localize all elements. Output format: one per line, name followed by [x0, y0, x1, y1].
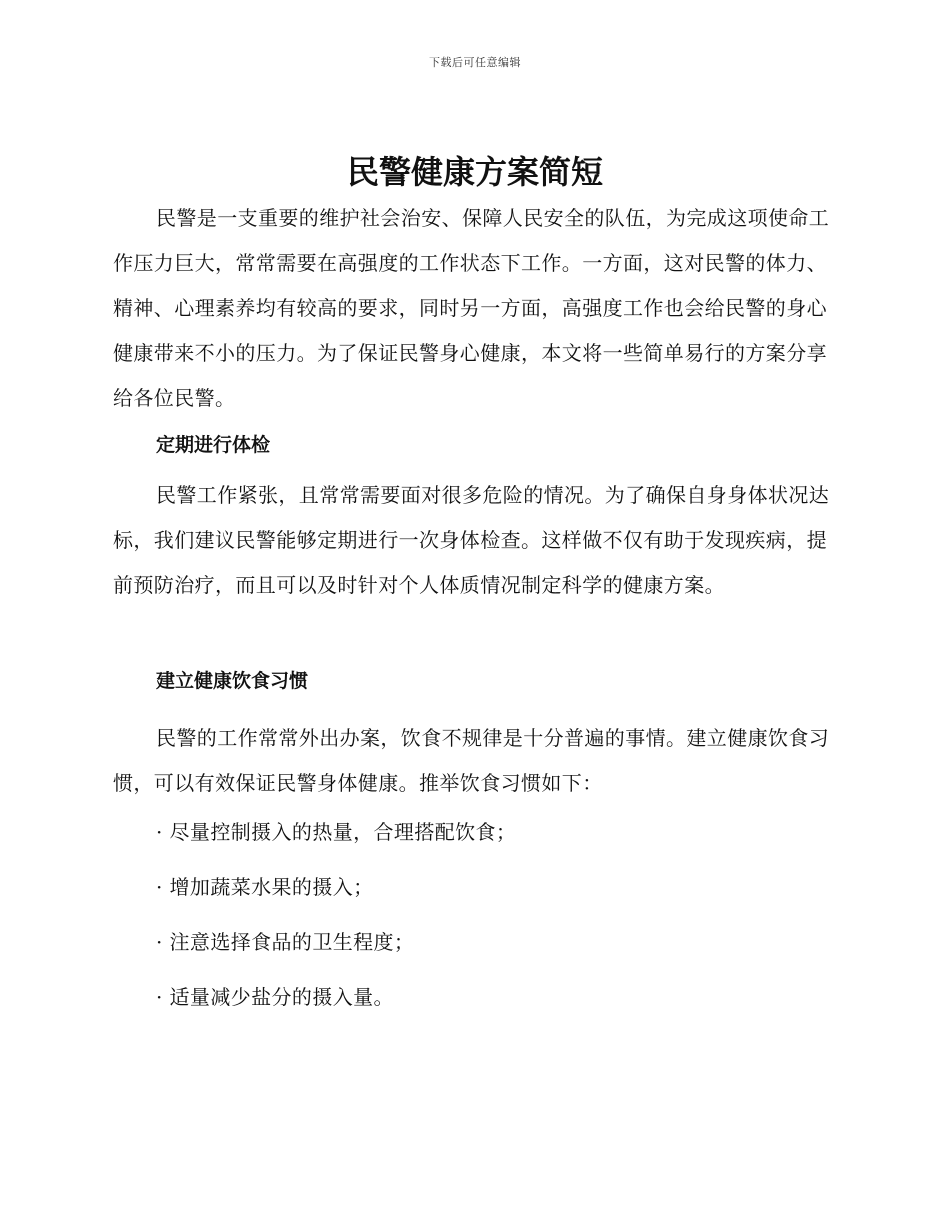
- list-item: · 尽量控制摄入的热量，合理搭配饮食；: [156, 820, 517, 844]
- section-paragraph-checkup: 民警工作紧张，且常常需要面对很多危险的情况。为了确保自身身体状况达标，我们建议民警能够定期进行一次身体检查。这样做不仅有助于发现疾病，提前预防治疗，而且可以及时针对个人体质情况制定科学的健康方案。: [113, 483, 830, 597]
- section-paragraph-diet: 民警的工作常常外出办案，饮食不规律是十分普遍的事情。建立健康饮食习惯，可以有效保证民警身体健康。推举饮食习惯如下：: [113, 726, 830, 795]
- section-heading-checkup: 定期进行体检: [156, 434, 271, 456]
- document-title: 民警健康方案简短: [346, 153, 603, 191]
- page-header-note: 下载后可任意编辑: [429, 56, 521, 69]
- list-item: · 增加蔬菜水果的摄入；: [156, 875, 374, 899]
- list-item: · 注意选择食品的卫生程度；: [156, 930, 415, 954]
- section-heading-diet: 建立健康饮食习惯: [156, 670, 309, 692]
- list-item: · 适量减少盐分的摄入量。: [156, 985, 394, 1009]
- intro-paragraph: 民警是一支重要的维护社会治安、保障人民安全的队伍，为完成这项使命工作压力巨大，常常需要在高强度的工作状态下工作。一方面，这对民警的体力、精神、心理素养均有较高的要求，同时另一方面，高强度工作也会给民警的身心健康带来不小的压力。为了保证民警身心健康，本文将一些简单易行的方案分享给各位民警。: [113, 206, 830, 410]
